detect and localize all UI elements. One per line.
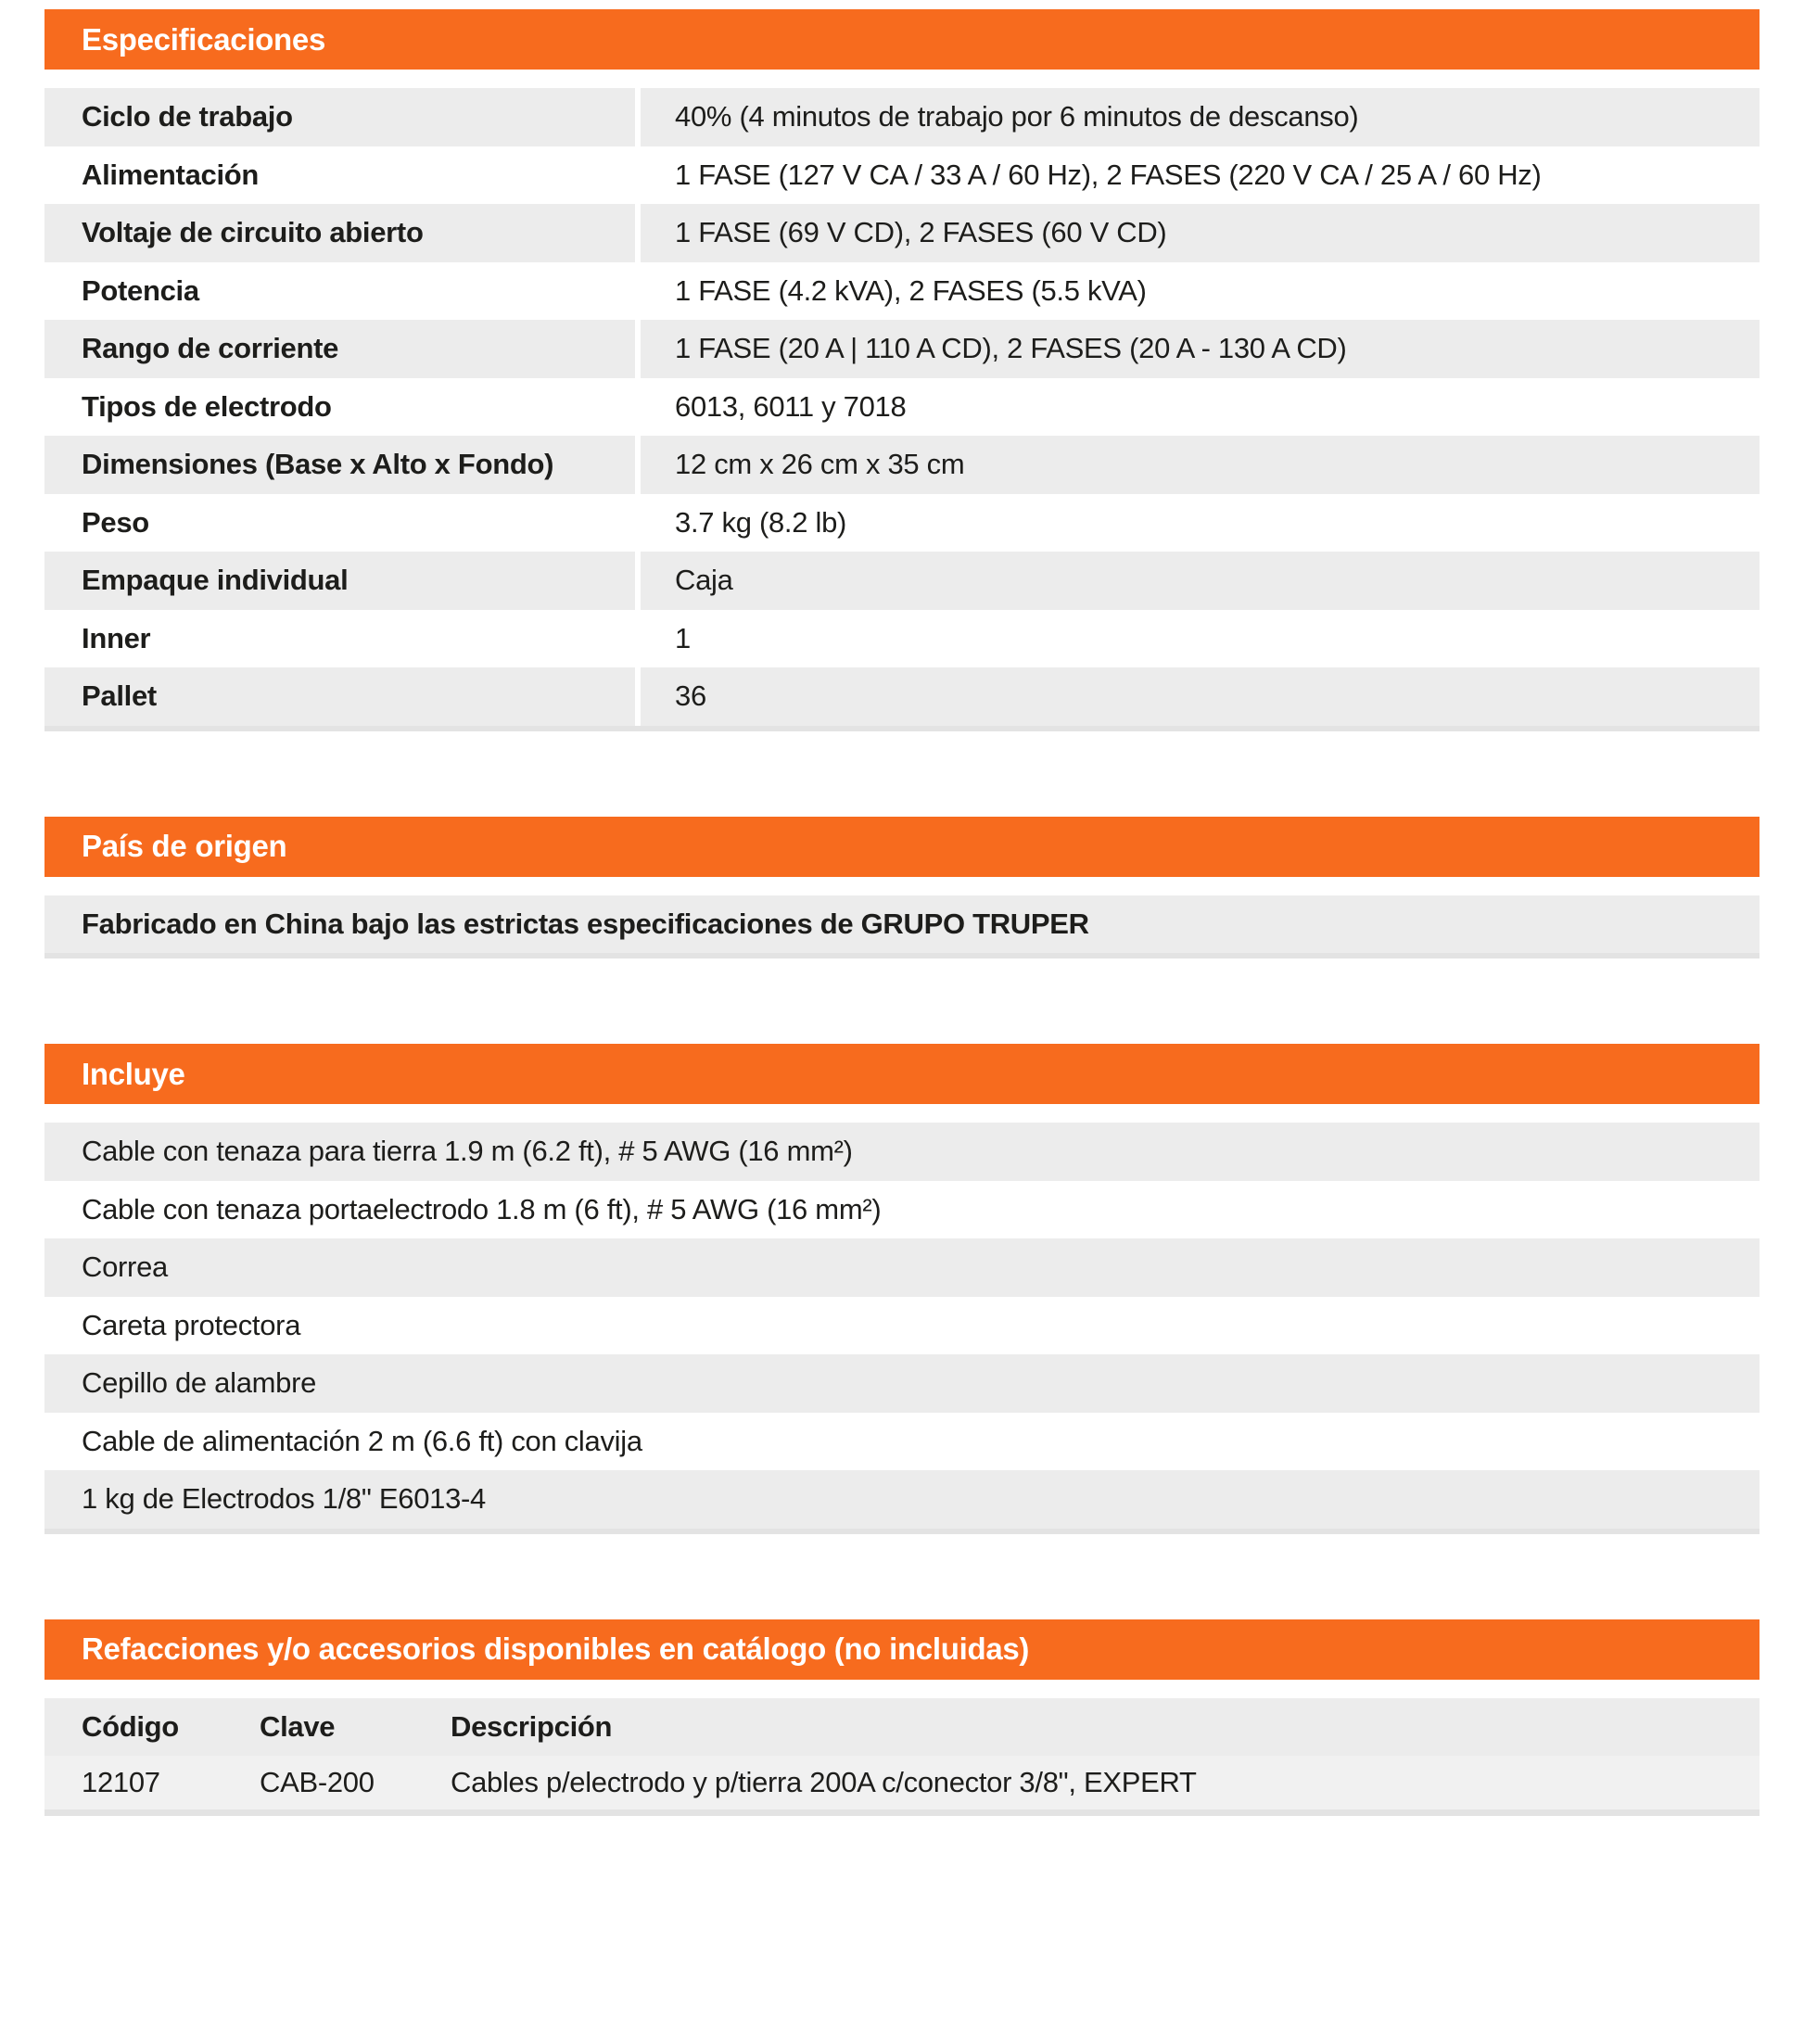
section-spacer bbox=[44, 1104, 1760, 1123]
spec-row bbox=[44, 320, 1760, 378]
spec-label: Dimensiones (Base x Alto x Fondo) bbox=[44, 436, 635, 494]
section-title: País de origen bbox=[82, 829, 287, 863]
spec-label: Inner bbox=[44, 610, 635, 668]
spec-value: 1 FASE (127 V CA / 33 A / 60 Hz), 2 FASES (220 V CA / 25 A / 60 Hz) bbox=[641, 146, 1760, 205]
spec-label: Empaque individual bbox=[44, 552, 635, 610]
spec-label: Voltaje de circuito abierto bbox=[44, 204, 635, 262]
table-bottom-border bbox=[44, 726, 1760, 731]
spec-value: 1 bbox=[641, 610, 1760, 668]
section-title: Incluye bbox=[82, 1056, 185, 1091]
section-title: Refacciones y/o accesorios disponibles en catálogo (no incluidas) bbox=[82, 1631, 1030, 1666]
include-item: Cable de alimentación 2 m (6.6 ft) con clavija bbox=[44, 1413, 1760, 1471]
section-especificaciones bbox=[44, 9, 1760, 731]
section-pais-de-origen bbox=[44, 817, 1760, 959]
spec-value: 1 FASE (69 V CD), 2 FASES (60 V CD) bbox=[641, 204, 1760, 262]
spec-value: 40% (4 minutos de trabajo por 6 minutos de descanso) bbox=[641, 88, 1760, 146]
section-header-especificaciones bbox=[44, 9, 1760, 70]
section-title: Especificaciones bbox=[82, 21, 326, 57]
spec-label: Pallet bbox=[44, 667, 635, 726]
spec-row bbox=[44, 436, 1760, 494]
accessories-header-row bbox=[44, 1698, 1760, 1756]
spec-label: Tipos de electrodo bbox=[44, 378, 635, 437]
section-header-refacciones bbox=[44, 1619, 1760, 1680]
section-incluye bbox=[44, 1044, 1760, 1534]
spec-label: Potencia bbox=[44, 262, 635, 321]
origin-statement: Fabricado en China bajo las estrictas especificaciones de GRUPO TRUPER bbox=[44, 895, 1760, 954]
spec-row bbox=[44, 204, 1760, 262]
spec-row bbox=[44, 262, 1760, 321]
include-item: Cable con tenaza para tierra 1.9 m (6.2 ft), # 5 AWG (16 mm²) bbox=[44, 1123, 1760, 1181]
spec-row bbox=[44, 610, 1760, 668]
spec-label: Rango de corriente bbox=[44, 320, 635, 378]
table-bottom-border bbox=[44, 1529, 1760, 1534]
accessories-data-row bbox=[44, 1756, 1760, 1809]
accessory-codigo: 12107 bbox=[82, 1765, 160, 1798]
accessory-descripcion: Cables p/electrodo y p/tierra 200A c/conector 3/8", EXPERT bbox=[451, 1765, 1197, 1798]
table-bottom-border bbox=[44, 1809, 1760, 1816]
section-header-incluye bbox=[44, 1044, 1760, 1104]
spec-row bbox=[44, 494, 1760, 552]
table-bottom-border bbox=[44, 953, 1760, 959]
spec-value: 36 bbox=[641, 667, 1760, 726]
spec-value: 1 FASE (4.2 kVA), 2 FASES (5.5 kVA) bbox=[641, 262, 1760, 321]
accessory-clave: CAB-200 bbox=[260, 1765, 375, 1798]
spec-row bbox=[44, 88, 1760, 146]
spec-value: Caja bbox=[641, 552, 1760, 610]
section-refacciones bbox=[44, 1619, 1760, 1816]
include-item: Careta protectora bbox=[44, 1297, 1760, 1355]
include-item: Cable con tenaza portaelectrodo 1.8 m (6 ft), # 5 AWG (16 mm²) bbox=[44, 1181, 1760, 1239]
spec-row bbox=[44, 146, 1760, 205]
section-spacer bbox=[44, 70, 1760, 88]
spec-label: Ciclo de trabajo bbox=[44, 88, 635, 146]
product-spec-sheet bbox=[44, 9, 1760, 1816]
section-header-pais-de-origen bbox=[44, 817, 1760, 877]
column-header-clave: Clave bbox=[260, 1709, 336, 1743]
include-item: Correa bbox=[44, 1238, 1760, 1297]
column-header-descripcion: Descripción bbox=[451, 1709, 613, 1743]
spec-value: 6013, 6011 y 7018 bbox=[641, 378, 1760, 437]
section-spacer bbox=[44, 1680, 1760, 1698]
section-spacer bbox=[44, 877, 1760, 895]
spec-value: 1 FASE (20 A | 110 A CD), 2 FASES (20 A - 130 A CD) bbox=[641, 320, 1760, 378]
spec-label: Peso bbox=[44, 494, 635, 552]
spec-value: 12 cm x 26 cm x 35 cm bbox=[641, 436, 1760, 494]
include-item: Cepillo de alambre bbox=[44, 1354, 1760, 1413]
spec-value: 3.7 kg (8.2 lb) bbox=[641, 494, 1760, 552]
spec-row bbox=[44, 667, 1760, 726]
column-header-codigo: Código bbox=[82, 1709, 179, 1743]
spec-row bbox=[44, 552, 1760, 610]
spec-label: Alimentación bbox=[44, 146, 635, 205]
include-item: 1 kg de Electrodos 1/8" E6013-4 bbox=[44, 1470, 1760, 1529]
spec-row bbox=[44, 378, 1760, 437]
